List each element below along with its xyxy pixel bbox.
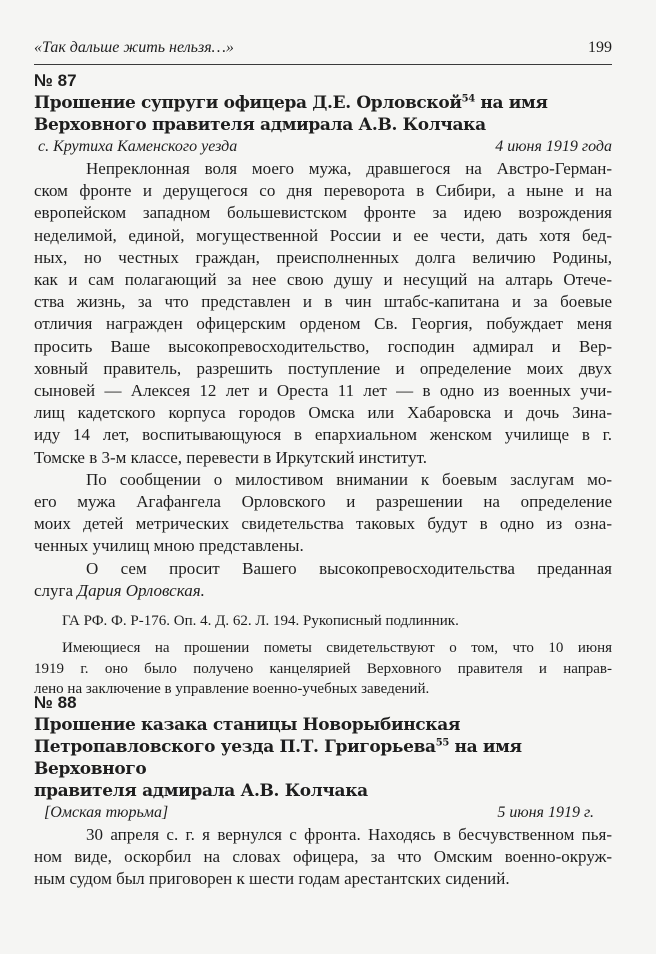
place-date-line — [34, 136, 612, 158]
running-head-title: «Так дальше жить нельзя…» — [34, 39, 234, 56]
title-line: правителя адмирала А.В. Колчака — [34, 781, 368, 801]
document-88 — [34, 692, 612, 891]
text-line: ных, но честных граждан, преисполненных долга величию Родины, — [34, 247, 612, 267]
document-title — [34, 92, 612, 136]
text-line: Непреклонная воля моего мужа, дравшегося на Австро-Герман- — [86, 159, 612, 178]
text-line: его мужа Агафангела Орловского и разрешении на определение — [34, 492, 612, 512]
text-line: просить Ваше высокопревосходительство, господин адмирал и Вер- — [34, 336, 612, 356]
footnote-ref: 54 — [461, 93, 475, 105]
title-text: Прошение супруги офицера Д.Е. Орловской — [34, 93, 462, 113]
text-line: ховный правитель, разрешить поступление и определение моих двух — [34, 358, 612, 378]
place-date-line — [34, 802, 612, 824]
text-line: иду 14 лет, воспитывающуюся в епархиальном женском училище в г. — [34, 425, 612, 445]
body-paragraph — [34, 558, 612, 602]
text-line: отличия награжден офицерским орденом Св. Георгия, побуждает меня — [34, 314, 612, 334]
text-span: слуга — [34, 580, 78, 600]
text-line: ном виде, оскорбил на словах офицера, за что Омским военно-окруж- — [34, 847, 612, 867]
text-line: сыновей — Алексея 12 лет и Ореста 11 лет — в одно из военных учи- — [34, 381, 612, 401]
text-line: ченных училищ мною представлены. — [34, 536, 304, 556]
text-line — [34, 580, 612, 602]
page-number: 199 — [588, 39, 612, 56]
title-line: Прошение казака станицы Новорыбинская — [34, 715, 461, 735]
text-line: По сообщении о милостивом внимании к боевым заслугам мо- — [86, 469, 612, 489]
text-line: европейском западном большевистском фронте за идею возрождения — [34, 203, 612, 223]
title-text: Петропавловского уезда П.Т. Григорьева — [34, 737, 436, 757]
document-title — [34, 714, 612, 802]
editorial-note — [34, 638, 612, 700]
footnote-ref: 55 — [435, 737, 449, 749]
text-line: Томске в 3-м классе, перевести в Иркутский институт. — [34, 447, 428, 467]
document-date: 4 июня 1919 года — [495, 138, 612, 155]
document-87 — [34, 70, 612, 700]
signature: Дария Орловская. — [77, 580, 205, 600]
text-line: О сем просит Вашего высокопревосходительства преданная — [86, 558, 612, 578]
body-paragraph — [34, 158, 612, 469]
document-date: 5 июня 1919 г. — [497, 804, 594, 821]
title-text: на имя Верховного — [34, 737, 522, 779]
document-number: № 87 — [34, 71, 77, 90]
text-line: 1919 г. оно было получено канцелярией Верховного правителя и направ- — [34, 660, 612, 677]
text-line: лено на заключение в управление военно-учебных заведений. — [34, 681, 430, 698]
document-place: с. Крутиха Каменского уезда — [38, 138, 238, 155]
title-line: Верховного правителя адмирала А.В. Колчака — [34, 115, 486, 135]
text-line: ным судом был приговорен к шести годам арестантских сидений. — [34, 869, 510, 889]
text-line: 30 апреля с. г. я вернулся с фронта. Находясь в бесчувственном пья- — [86, 825, 612, 844]
text-line: неделимой, единой, могущественной России и ее чести, дать хотя бед- — [34, 225, 612, 245]
text-line: ства жизнь, за что представлен и в чин штабс-капитана и за боевые — [34, 292, 612, 312]
archive-reference: ГА РФ. Ф. Р-176. Оп. 4. Д. 62. Л. 194. Рукописный подлинник. — [62, 613, 459, 630]
body-paragraph — [34, 824, 612, 891]
title-line — [34, 92, 612, 114]
text-line: лищ кадетского корпуса городов Омска или Хабаровска и дочь Зина- — [34, 403, 612, 423]
text-line: как и сам полагающий за нее свою душу и несущий на алтарь Отече- — [34, 270, 612, 290]
text-line: моих детей метрических свидетельства таковых будут в одно из озна- — [34, 514, 612, 534]
title-text: на имя — [474, 93, 548, 113]
text-line: ском фронте и дерущегося со дня переворота в Сибири, а ныне и на — [34, 181, 612, 201]
document-place: [Омская тюрьма] — [44, 804, 169, 821]
text-line: Имеющиеся на прошении пометы свидетельствуют о том, что 10 июня — [62, 640, 612, 657]
title-line — [34, 736, 612, 780]
header-rule — [34, 64, 612, 65]
document-number: № 88 — [34, 693, 77, 712]
body-paragraph — [34, 469, 612, 558]
